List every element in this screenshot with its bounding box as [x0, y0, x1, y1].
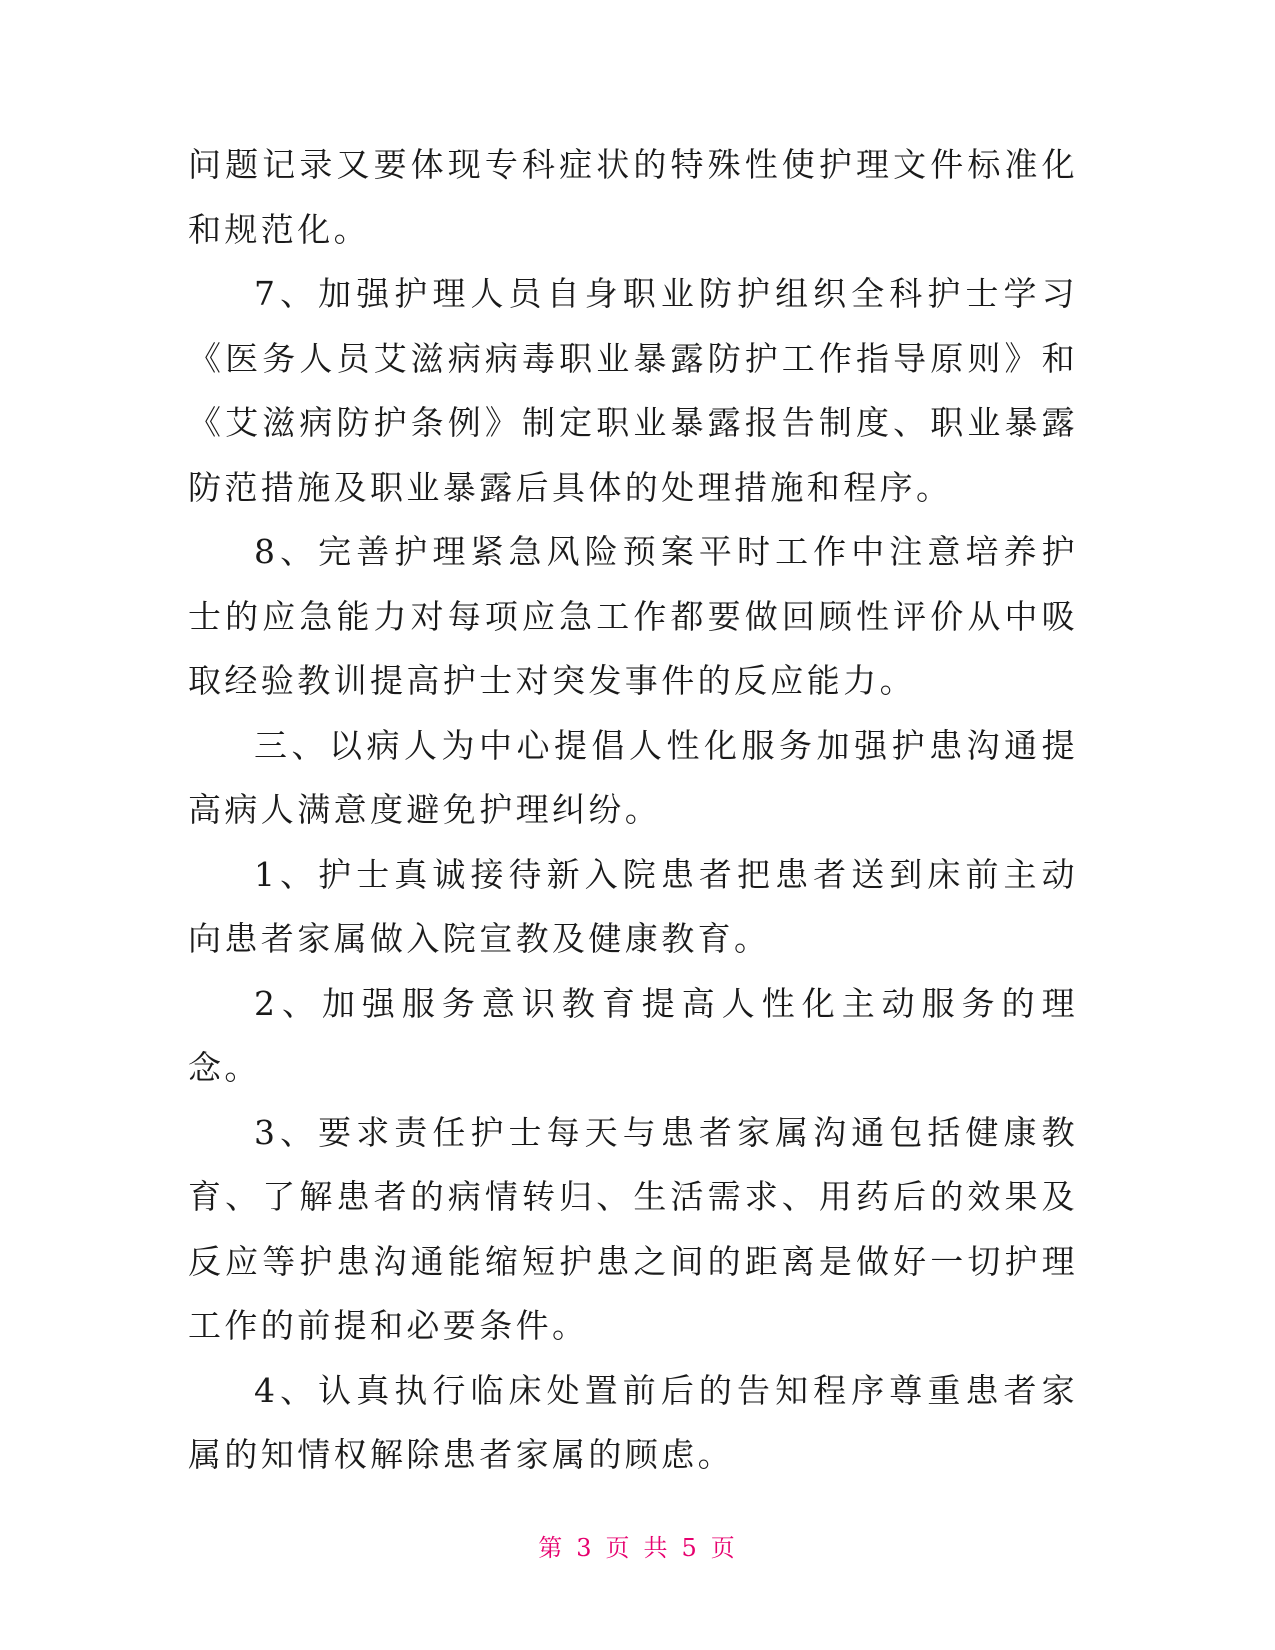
- paragraph: 问题记录又要体现专科症状的特殊性使护理文件标准化和规范化。: [188, 145, 1078, 249]
- paragraph: 三、以病人为中心提倡人性化服务加强护患沟通提高病人满意度避免护理纠纷。: [188, 725, 1078, 829]
- paragraph: 2、加强服务意识教育提高人性化主动服务的理念。: [188, 983, 1078, 1087]
- footer-total-pages: 5: [681, 1534, 699, 1562]
- document-body: [188, 133, 1078, 1488]
- footer-page-word: 页: [605, 1534, 632, 1562]
- footer-current-page: 3: [576, 1534, 594, 1562]
- paragraph: 4、认真执行临床处置前后的告知程序尊重患者家属的知情权解除患者家属的顾虑。: [188, 1370, 1078, 1474]
- footer-total-suffix: 页: [710, 1534, 737, 1562]
- page-footer: [0, 1528, 1275, 1563]
- paragraph: 8、完善护理紧急风险预案平时工作中注意培养护士的应急能力对每项应急工作都要做回顾性评价从中吸取经验教训提高护士对突发事件的反应能力。: [188, 532, 1078, 700]
- footer-total-prefix: 共: [643, 1534, 670, 1562]
- paragraph: 1、护士真诚接待新入院患者把患者送到床前主动向患者家属做入院宣教及健康教育。: [188, 854, 1078, 958]
- paragraph: 3、要求责任护士每天与患者家属沟通包括健康教育、了解患者的病情转归、生活需求、用药后的效果及反应等护患沟通能缩短护患之间的距离是做好一切护理工作的前提和必要条件。: [188, 1112, 1078, 1345]
- paragraph: 7、加强护理人员自身职业防护组织全科护士学习《医务人员艾滋病病毒职业暴露防护工作指导原则》和《艾滋病防护条例》制定职业暴露报告制度、职业暴露防范措施及职业暴露后具体的处理措施和程序。: [188, 274, 1078, 507]
- footer-prefix: 第: [538, 1534, 565, 1562]
